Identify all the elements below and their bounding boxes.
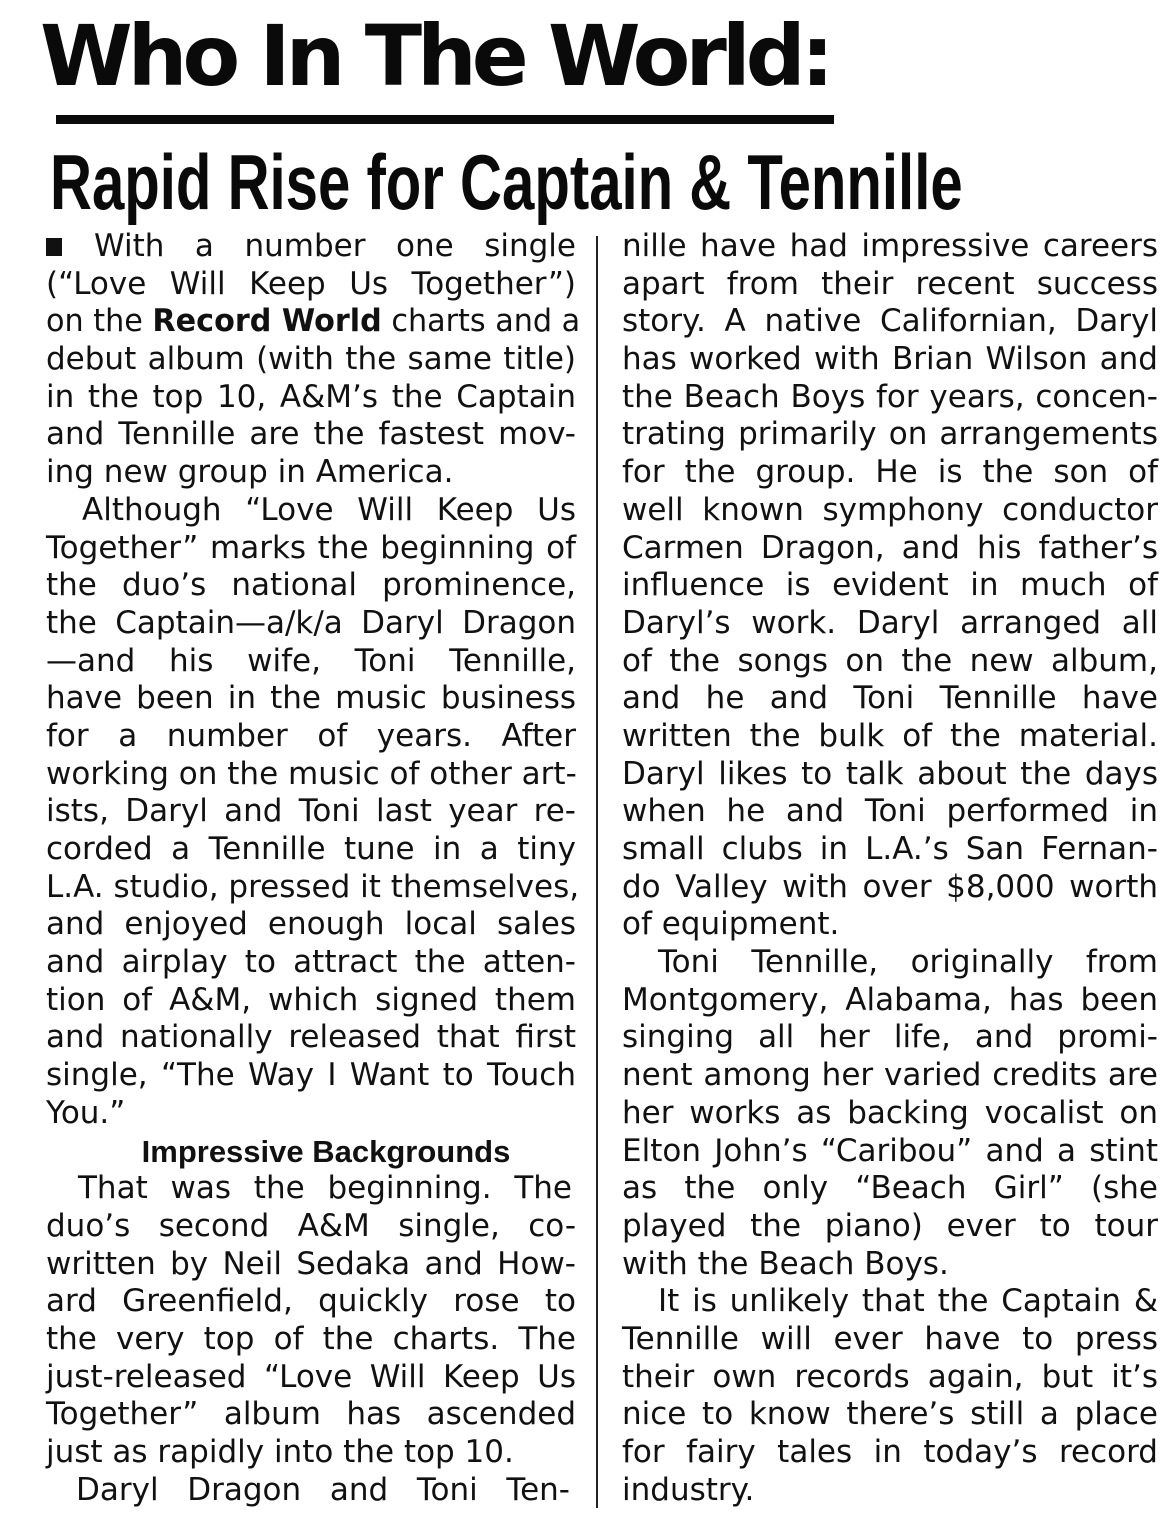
- article-line: when he and Toni performed in: [622, 793, 1158, 830]
- article-line-text: on the: [46, 303, 153, 340]
- article-line: just-released “Love Will Keep Us: [46, 1358, 576, 1395]
- article-line: and he and Toni Tennille have: [622, 680, 1158, 717]
- kicker-title: Who In The World:: [40, 7, 830, 105]
- article-line: You.”: [46, 1094, 126, 1131]
- article-line: small clubs in L.A.’s San Fernan-: [622, 831, 1158, 867]
- left-column: [46, 228, 581, 1509]
- article-line: Daryl likes to talk about the days: [622, 755, 1158, 792]
- article-line: Together” album has ascended: [46, 1396, 576, 1433]
- article-line: her works as backing vocalist on: [622, 1094, 1158, 1131]
- column-divider: [596, 236, 598, 1508]
- article-line: has worked with Brian Wilson and: [622, 341, 1158, 378]
- headline: Rapid Rise for Captain & Tennille: [50, 138, 963, 226]
- article-line: industry.: [622, 1471, 755, 1508]
- article-line: It is unlikely that the Captain &: [658, 1283, 1158, 1320]
- article-line: trating primarily on arrangements: [622, 416, 1158, 453]
- article-line: and Tennille are the fastest mov-: [46, 416, 576, 453]
- article-line: tion of A&M, which signed them: [46, 981, 576, 1018]
- article-line: nent among her varied credits are: [622, 1057, 1158, 1094]
- article-line: story. A native Californian, Daryl: [622, 303, 1158, 340]
- article-line: with the Beach Boys.: [622, 1245, 949, 1282]
- article-line: —and his wife, Toni Tennille,: [46, 642, 576, 679]
- article-line: (“Love Will Keep Us Together”): [46, 265, 576, 302]
- kicker-rule: [56, 115, 834, 124]
- article-line: well known symphony conductor: [622, 491, 1158, 528]
- section-subhead: Impressive Backgrounds: [141, 1133, 511, 1169]
- article-line: Daryl’s work. Daryl arranged all: [622, 604, 1158, 641]
- article-line: apart from their recent success: [622, 265, 1158, 302]
- article-line: and nationally released that first: [46, 1019, 576, 1056]
- article-line: single, “The Way I Want to Touch: [46, 1057, 576, 1094]
- article-line: the Beach Boys for years, concen-: [622, 378, 1158, 415]
- article-line: Although “Love Will Keep Us: [82, 491, 576, 528]
- article-line: ard Greenfield, quickly rose to: [46, 1283, 576, 1320]
- article-line: of the songs on the new album,: [622, 642, 1158, 679]
- article-line: singing all her life, and promi-: [622, 1019, 1158, 1056]
- article-line: working on the music of other art-: [46, 755, 577, 792]
- article-line: for the group. He is the son of: [622, 454, 1158, 491]
- article-line: as the only “Beach Girl” (she: [622, 1170, 1158, 1207]
- article-line: nille have had impressive careers: [622, 228, 1158, 264]
- article-line: have been in the music business: [46, 680, 576, 717]
- article-line: their own records again, but it’s: [622, 1358, 1158, 1395]
- article-line: and enjoyed enough local sales: [46, 906, 576, 943]
- article-line: played the piano) ever to tour: [622, 1207, 1158, 1244]
- article-line: duo’s second A&M single, co-: [46, 1207, 576, 1244]
- article-line: That was the beginning. The: [78, 1170, 572, 1207]
- paragraph-bullet: [46, 228, 90, 266]
- article-line: corded a Tennille tune in a tiny: [46, 831, 576, 867]
- article-line: the duo’s national prominence,: [46, 567, 576, 604]
- article-line: in the top 10, A&M’s the Captain: [46, 378, 576, 415]
- article-line: ists, Daryl and Toni last year re-: [46, 793, 576, 830]
- article-line: Toni Tennille, originally from: [658, 944, 1158, 981]
- article-line: Together” marks the beginning of: [46, 529, 576, 566]
- article-line: for a number of years. After: [46, 717, 576, 754]
- article-line-text: With a number one single: [94, 228, 576, 264]
- article-line: do Valley with over $8,000 worth: [622, 868, 1158, 905]
- article-line: debut album (with the same title): [46, 341, 576, 378]
- article-line: Daryl Dragon and Toni Ten-: [76, 1471, 570, 1508]
- article-line-text: charts and a: [381, 303, 581, 340]
- article-line: written by Neil Sedaka and How-: [46, 1245, 576, 1282]
- article-line: Montgomery, Alabama, has been: [622, 981, 1158, 1018]
- article-line: and airplay to attract the atten-: [46, 944, 576, 981]
- article-line: influence is evident in much of: [622, 567, 1158, 604]
- article-line: Elton John’s “Caribou” and a stint: [622, 1132, 1158, 1169]
- article-line: [46, 228, 576, 266]
- article-line: nice to know there’s still a place: [622, 1396, 1158, 1433]
- right-column: [622, 228, 1158, 1509]
- article-line: for fairy tales in today’s record: [622, 1434, 1158, 1470]
- article-line: just as rapidly into the top 10.: [46, 1434, 514, 1470]
- article-line: the very top of the charts. The: [46, 1320, 576, 1357]
- article-line: of equipment.: [622, 906, 840, 943]
- article-line: the Captain—a/k/a Daryl Dragon: [46, 604, 576, 641]
- article-line: ing new group in America.: [46, 454, 454, 491]
- article-line: written the bulk of the material.: [622, 717, 1158, 754]
- article-line: L.A. studio, pressed it themselves,: [46, 868, 580, 905]
- publication-name: Record World: [152, 303, 382, 340]
- article-line: Carmen Dragon, and his father’s: [622, 529, 1158, 566]
- article-line: Tennille will ever have to press: [622, 1320, 1158, 1357]
- article-line: [46, 303, 581, 341]
